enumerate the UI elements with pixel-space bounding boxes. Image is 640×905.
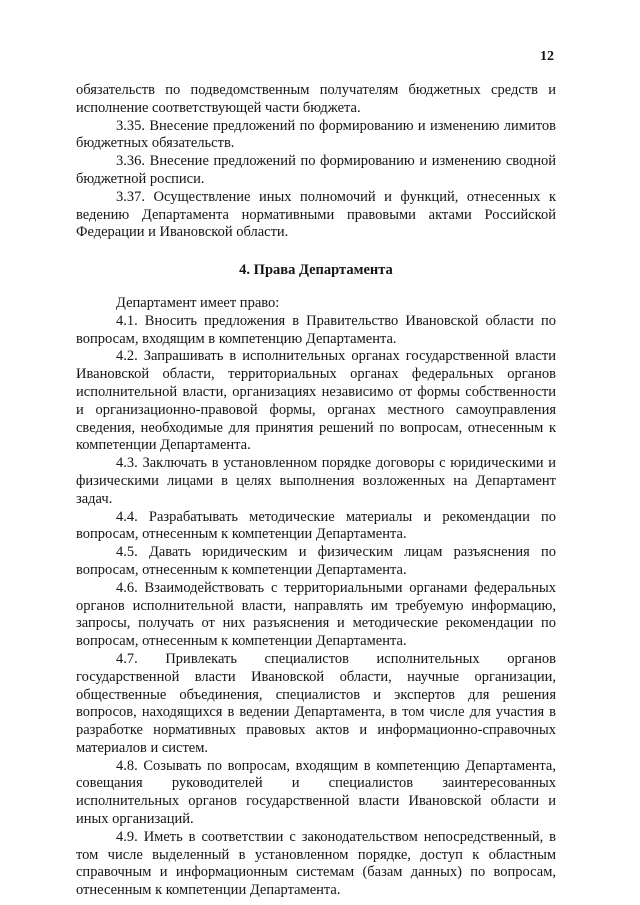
rights-intro: Департамент имеет право: [116,294,280,311]
page-number: 12 [540,49,554,64]
right-4-5: 4.5. Давать юридическим и физическим лицам разъяснения по вопросам, отнесенным к компетенции Департамента. [76,544,556,578]
right-4-3: 4.3. Заключать в установленном порядке договоры с юридическими и физическими лицами в целях выполнения возложенных на Департамент задач. [76,455,556,507]
paragraph-continued: обязательств по подведомственным получателям бюджетных средств и исполнение соответствующей части бюджета. [76,82,556,116]
right-4-4: 4.4. Разрабатывать методические материалы и рекомендации по вопросам, отнесенным к компетенции Департамента. [76,508,556,543]
right-4-9: 4.9. Иметь в соответствии с законодательством непосредственный, в том числе выделенный в установленном порядке, доступ к областным справочным и информационным системам (базам данных) по вопросам, отнесенным к компетенции Департамента. [76,828,556,899]
right-4-7: 4.7. Привлекать специалистов исполнительных органов государственной власти Ивановской области, научные организации, общественные объединения, специалистов и экспертов для решения вопросов, находящихся в ведении Департамента, в том числе для участия в разработке нормативных правовых актов и информационно-справочных материалов и систем. [76,650,556,756]
document-body [76,82,556,900]
section-heading: 4. Права Департамента [239,262,393,279]
right-4-8: 4.8. Созывать по вопросам, входящим в компетенцию Департамента, совещания руководителей и специалистов заинтересованных исполнительных органов государственной власти Ивановской области и иных организаций. [76,757,556,828]
paragraph-3-37: 3.37. Осуществление иных полномочий и функций, отнесенных к ведению Департамента нормативными правовыми актами Российской Федерации и Ивановской области. [76,188,556,241]
paragraph-3-36: 3.36. Внесение предложений по формированию и изменению сводной бюджетной росписи. [76,153,556,187]
right-4-6: 4.6. Взаимодействовать с территориальными органами федеральных органов исполнительной власти, направлять им требуемую информацию, запросы, получать от них разъяснения и методические рекомендации по вопросам, отнесенным к компетенции Департамента. [76,579,556,650]
right-4-1: 4.1. Вносить предложения в Правительство Ивановской области по вопросам, входящим в компетенцию Департамента. [76,312,556,347]
right-4-2: 4.2. Запрашивать в исполнительных органах государственной власти Ивановской области, территориальных органах федеральных органов исполнительной власти, организациях независимо от формы собственности и организационно-правовой формы, органах местного самоуправления сведения, необходимые для принятия решений по вопросам, отнесенным к компетенции Департамента. [76,348,556,454]
paragraph-3-35: 3.35. Внесение предложений по формированию и изменению лимитов бюджетных обязательств. [76,117,556,152]
